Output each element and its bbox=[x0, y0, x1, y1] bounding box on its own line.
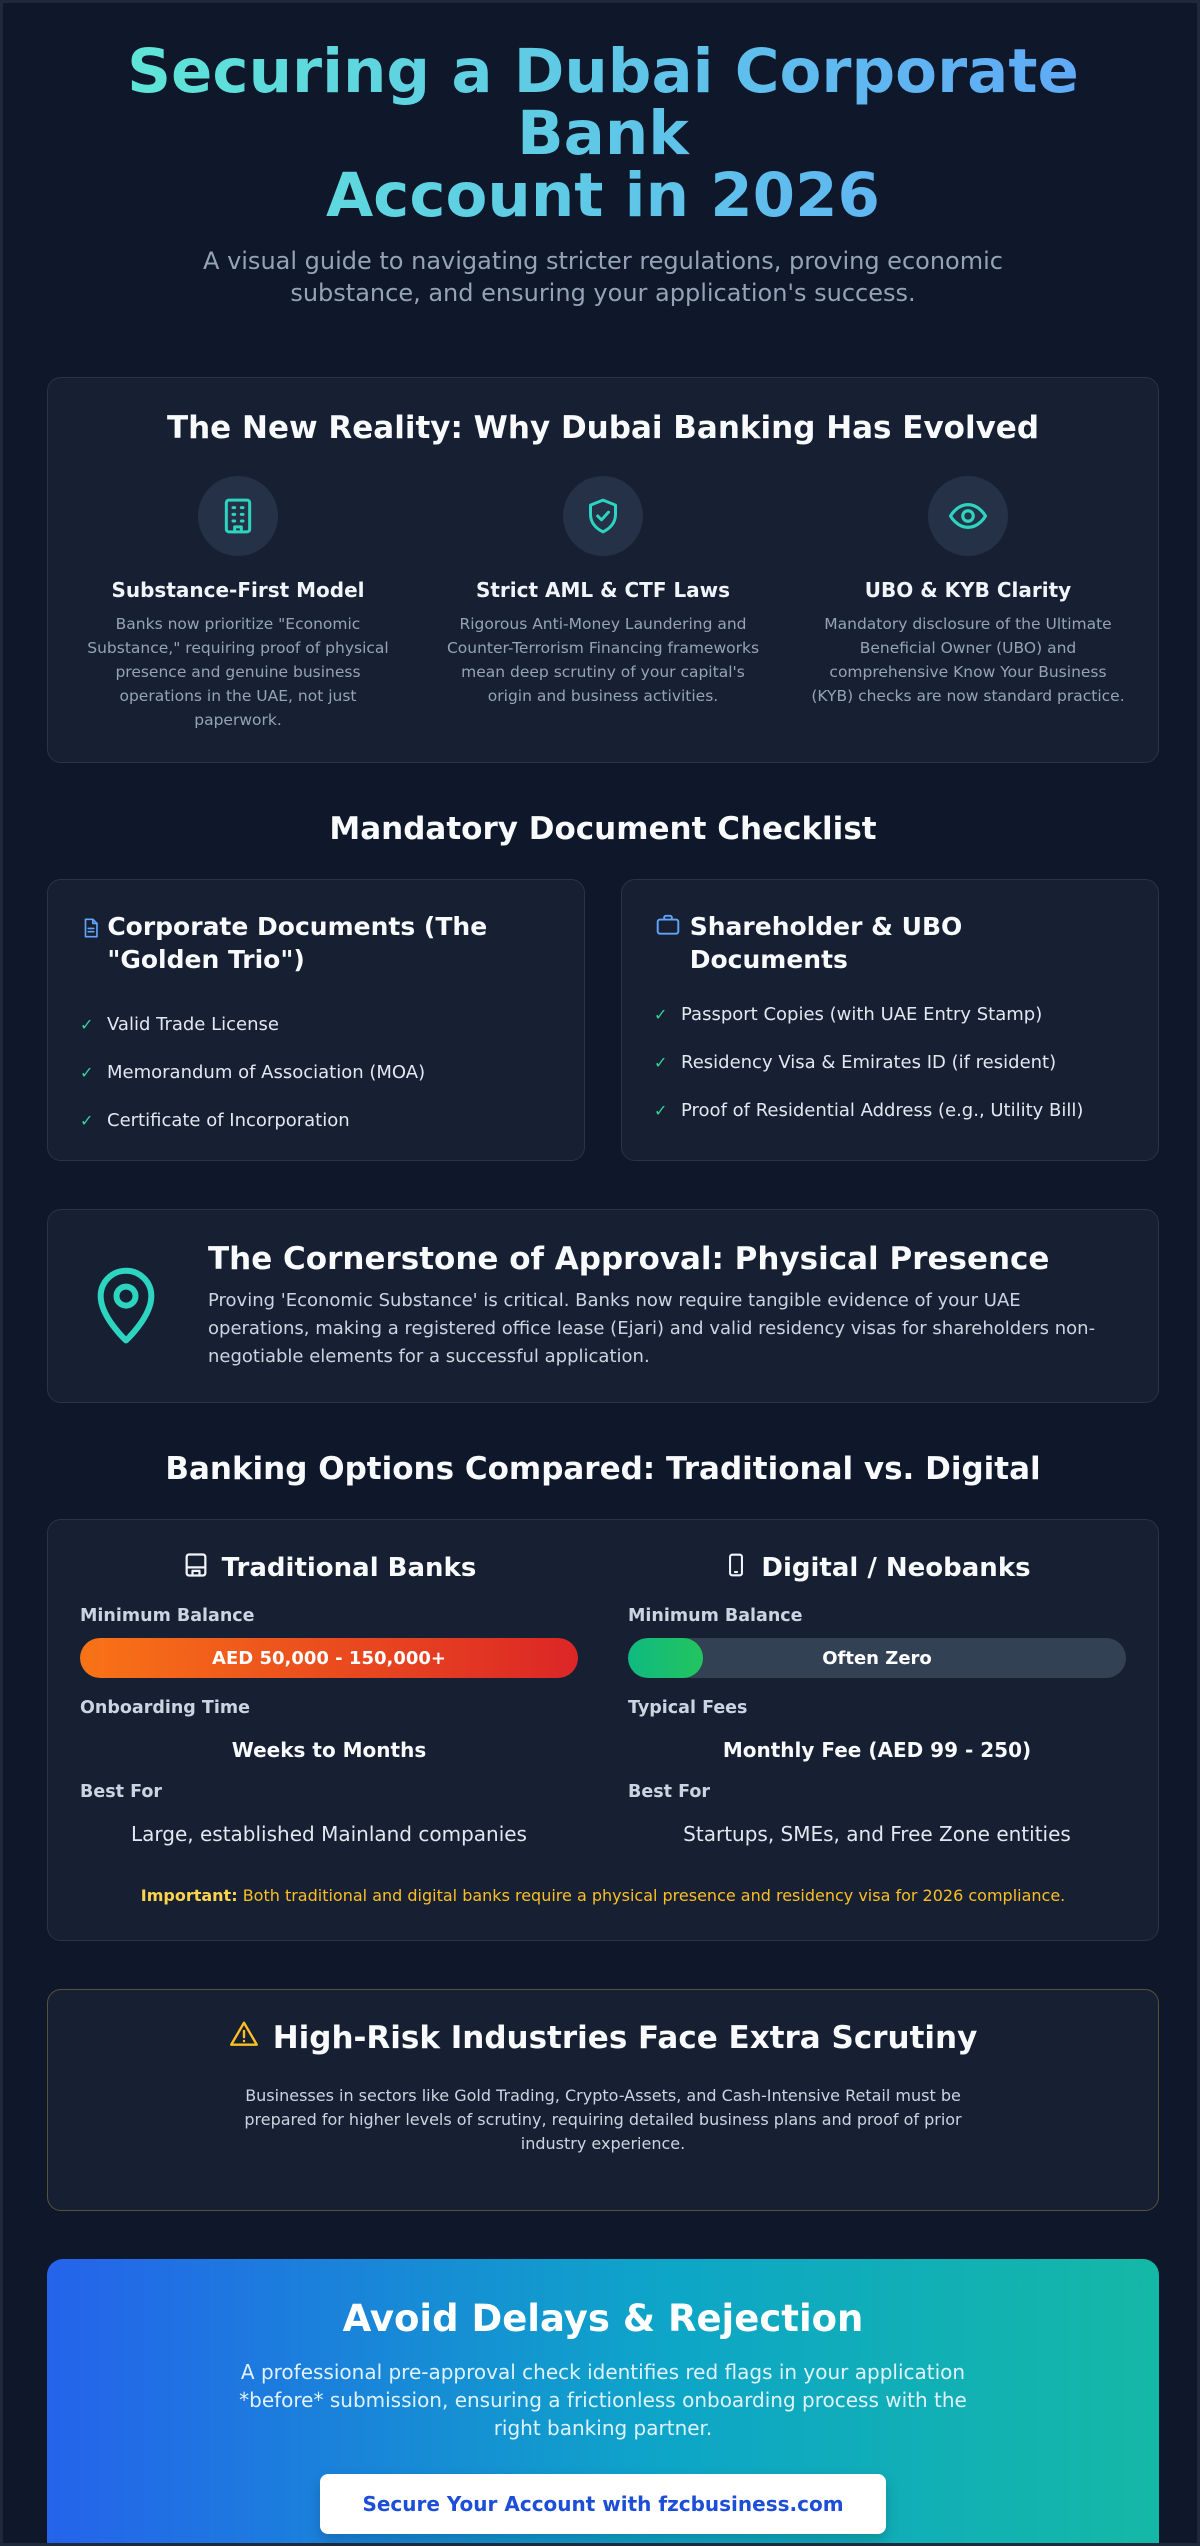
map-pin-icon bbox=[88, 1262, 208, 1350]
pillar-text: Rigorous Anti-Money Laundering and Counter-Terrorism Financing frameworks mean deep scrutiny of your capital's origin and business activities. bbox=[446, 615, 760, 705]
briefcase-icon bbox=[654, 910, 690, 942]
smartphone-icon bbox=[723, 1550, 749, 1587]
onboarding-time-label: Onboarding Time bbox=[80, 1698, 250, 1718]
pillar-title: Strict AML & CTF Laws bbox=[475, 578, 731, 602]
building-icon bbox=[198, 476, 278, 556]
compliance-note bbox=[80, 1886, 1126, 1905]
onboarding-time-value: Weeks to Months bbox=[231, 1738, 427, 1762]
check-icon: ✓ bbox=[654, 1100, 668, 1120]
banking-comparison-card bbox=[47, 1519, 1159, 1941]
typical-fees-value: Monthly Fee (AED 99 - 250) bbox=[722, 1738, 1032, 1762]
pillar-title: UBO & KYB Clarity bbox=[864, 578, 1072, 602]
pillar-text: Banks now prioritize "Economic Substance," requiring proof of physical presence and genuine business operations in the UAE, not just paperwork. bbox=[87, 615, 389, 729]
eye-icon bbox=[928, 476, 1008, 556]
warning-icon bbox=[229, 2020, 259, 2056]
traditional-banks-column bbox=[80, 1550, 578, 1846]
best-for-value: Startups, SMEs, and Free Zone entities bbox=[683, 1822, 1071, 1846]
compliance-note-text: Both traditional and digital banks require a physical presence and residency visa for 2026 compliance. bbox=[242, 1886, 1066, 1905]
physical-presence-title: The Cornerstone of Approval: Physical Presence bbox=[208, 1241, 1050, 1277]
checklist-heading: Mandatory Document Checklist bbox=[329, 811, 877, 847]
call-to-action-banner bbox=[47, 2259, 1159, 2546]
page-title bbox=[47, 36, 1159, 231]
document-icon bbox=[80, 910, 107, 944]
list-item: ✓ Residency Visa & Emirates ID (if resident) bbox=[654, 1051, 1057, 1073]
new-reality-card bbox=[47, 377, 1159, 763]
min-balance-bar bbox=[80, 1638, 578, 1678]
check-icon: ✓ bbox=[80, 1014, 94, 1034]
check-icon: ✓ bbox=[654, 1052, 668, 1072]
shareholder-documents-list bbox=[654, 990, 1126, 1134]
new-reality-heading: The New Reality: Why Dubai Banking Has Evolved bbox=[166, 410, 1040, 446]
digital-banks-title: Digital / Neobanks bbox=[761, 1553, 1031, 1583]
traditional-banks-title: Traditional Banks bbox=[221, 1553, 477, 1583]
high-risk-card bbox=[47, 1989, 1159, 2211]
corporate-documents-list bbox=[80, 1000, 552, 1144]
pillars-row bbox=[48, 476, 1158, 732]
list-item: ✓ Passport Copies (with UAE Entry Stamp) bbox=[654, 1003, 1043, 1025]
min-balance-label: Minimum Balance bbox=[628, 1606, 803, 1626]
best-for-label: Best For bbox=[628, 1782, 710, 1802]
corporate-documents-title: Corporate Documents (The "Golden Trio") bbox=[107, 912, 488, 974]
physical-presence-card bbox=[47, 1209, 1159, 1403]
pillar-aml bbox=[443, 476, 763, 732]
content-column bbox=[47, 3, 1159, 2546]
typical-fees-label: Typical Fees bbox=[628, 1698, 748, 1718]
list-item: ✓ Proof of Residential Address (e.g., Utility Bill) bbox=[654, 1099, 1084, 1121]
min-balance-label: Minimum Balance bbox=[80, 1606, 255, 1626]
min-balance-bar bbox=[628, 1638, 1126, 1678]
pillar-title: Substance-First Model bbox=[111, 578, 365, 602]
list-item: ✓ Memorandum of Association (MOA) bbox=[80, 1061, 426, 1083]
page-title-line-1: Securing a Dubai Corporate Bank bbox=[127, 36, 1079, 169]
best-for-value: Large, established Mainland companies bbox=[131, 1822, 527, 1846]
high-risk-title: High-Risk Industries Face Extra Scrutiny bbox=[272, 2020, 978, 2056]
best-for-label: Best For bbox=[80, 1782, 162, 1802]
bank-building-icon bbox=[182, 1550, 210, 1587]
shareholder-documents-card bbox=[621, 879, 1159, 1161]
min-balance-value: Often Zero bbox=[822, 1647, 932, 1669]
list-item: ✓ Valid Trade License bbox=[80, 1013, 279, 1035]
pillar-ubo bbox=[808, 476, 1128, 732]
pillar-text: Mandatory disclosure of the Ultimate Beneficial Owner (UBO) and comprehensive Know Your Business (KYB) checks are now standard practice. bbox=[811, 615, 1125, 705]
physical-presence-text: Proving 'Economic Substance' is critical. Banks now require tangible evidence of your UAE operations, making a registered office lease (Ejari) and valid residency visas for shareholders non-negotiable elements for a successful application. bbox=[208, 1290, 1096, 1367]
compare-heading: Banking Options Compared: Traditional vs. Digital bbox=[165, 1451, 1041, 1487]
check-icon: ✓ bbox=[80, 1062, 94, 1082]
cta-title: Avoid Delays & Rejection bbox=[342, 2297, 864, 2340]
cta-text: A professional pre-approval check identifies red flags in your application *before* submission, ensuring a frictionless onboarding process with the right banking partner. bbox=[239, 2360, 967, 2440]
shield-check-icon bbox=[563, 476, 643, 556]
compliance-note-label: Important: bbox=[140, 1886, 238, 1905]
check-icon: ✓ bbox=[654, 1004, 668, 1024]
pillar-substance bbox=[78, 476, 398, 732]
corporate-documents-card bbox=[47, 879, 585, 1161]
secure-account-button[interactable]: Secure Your Account with fzcbusiness.com bbox=[320, 2474, 886, 2534]
digital-banks-column bbox=[628, 1550, 1126, 1846]
page-subtitle: A visual guide to navigating stricter regulations, proving economic substance, and ensuring your application's success. bbox=[203, 247, 1003, 307]
min-balance-value: AED 50,000 - 150,000+ bbox=[212, 1647, 446, 1669]
high-risk-text: Businesses in sectors like Gold Trading, Crypto-Assets, and Cash-Intensive Retail must be prepared for higher levels of scrutiny, requiring detailed business plans and proof of prior industry experience. bbox=[244, 2086, 962, 2153]
document-checklist bbox=[47, 879, 1159, 1161]
shareholder-documents-title: Shareholder & UBO Documents bbox=[689, 912, 963, 974]
list-item: ✓ Certificate of Incorporation bbox=[80, 1109, 350, 1131]
check-icon: ✓ bbox=[80, 1110, 94, 1130]
page-title-line-2: Account in 2026 bbox=[325, 160, 881, 231]
